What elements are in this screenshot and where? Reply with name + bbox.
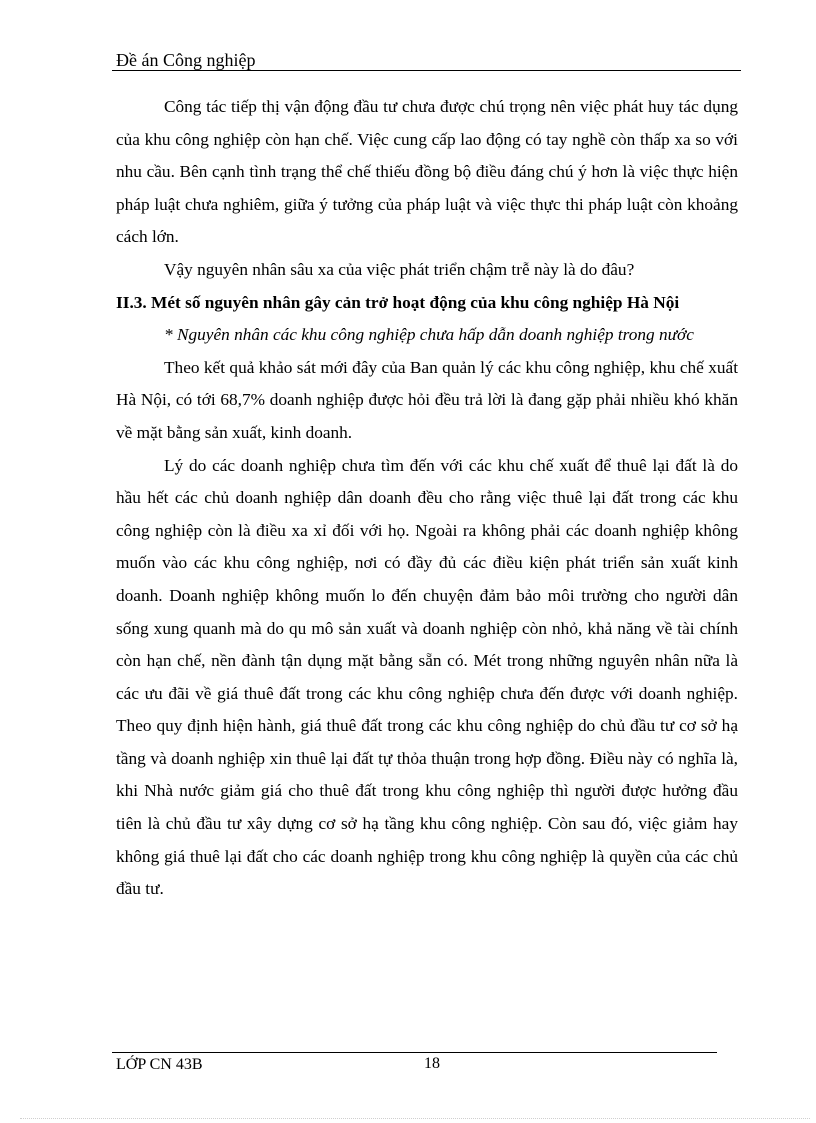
footer-divider [112,1052,717,1053]
italic-note: * Nguyên nhân các khu công nghiệp chưa hấp dẫn doanh nghiệp trong nước [164,325,694,345]
page-number: 18 [424,1055,440,1072]
page-edge-divider [20,1118,810,1119]
document-body [116,91,738,906]
paragraph-1: Công tác tiếp thị vận động đầu tư chưa được chú trọng nên việc phát huy tác dụng của khu công nghiệp còn hạn chế. Việc cung cấp lao động có tay nghề còn thấp xa so với nhu cầu. Bên cạnh tình trạng thể chế thiếu đồng bộ điều đáng chú ý hơn là việc thực hiện pháp luật chưa nghiêm, giữa ý tưởng của pháp luật và việc thực thi pháp luật còn khoảng cách lớn. [116,97,738,247]
section-heading: II.3. Mét số nguyên nhân gây cản trở hoạt động của khu công nghiệp Hà Nội [116,292,680,312]
header-title: Đề án Công nghiệp [116,50,256,70]
paragraph-4: Lý do các doanh nghiệp chưa tìm đến với các khu chế xuất để thuê lại đất là do hầu hết các chủ doanh nghiệp dân doanh đều cho rằng việc thuê lại đất trong các khu công nghiệp còn là điều xa xỉ đối với họ. Ngoài ra không phải các doanh nghiệp không muốn vào các khu công nghiệp, nơi có đầy đủ các điều kiện phát triển sản xuất kinh doanh. Doanh nghiệp không muốn lo đến chuyện đảm bảo môi trường cho người dân sống xung quanh mà do qu mô sản xuất và doanh nghiệp còn nhỏ, khả năng về tài chính còn hạn chế, nền đành tận dụng mặt bằng sẵn có. Mét trong những nguyên nhân nữa là các ưu đãi về giá thuê đất trong các khu công nghiệp chưa đến được với doanh nghiệp. Theo quy định hiện hành, giá thuê đất trong các khu công nghiệp do chủ đầu tư cơ sở hạ tầng và doanh nghiệp xin thuê lại đất tự thỏa thuận trong hợp đồng. Điều này có nghĩa là, khi Nhà nước giảm giá cho thuê đất trong khu công nghiệp thì người được hưởng đầu tiên là chủ đầu tư xây dựng cơ sở hạ tầng khu công nghiệp. Còn sau đó, việc giảm hay không giá thuê lại đất cho các doanh nghiệp trong khu công nghiệp là quyền của các chủ đầu tư. [116,455,738,899]
header-divider [112,70,741,71]
paragraph-2: Vậy nguyên nhân sâu xa của việc phát triển chậm trễ này là do đâu? [164,259,635,279]
footer-class-label: LỚP CN 43B [116,1056,203,1073]
paragraph-3: Theo kết quả khảo sát mới đây của Ban quản lý các khu công nghiệp, khu chế xuất Hà Nội, có tới 68,7% doanh nghiệp được hỏi đều trả lời là đang gặp phải nhiều khó khăn về mặt bằng sản xuất, kinh doanh. [116,357,738,442]
